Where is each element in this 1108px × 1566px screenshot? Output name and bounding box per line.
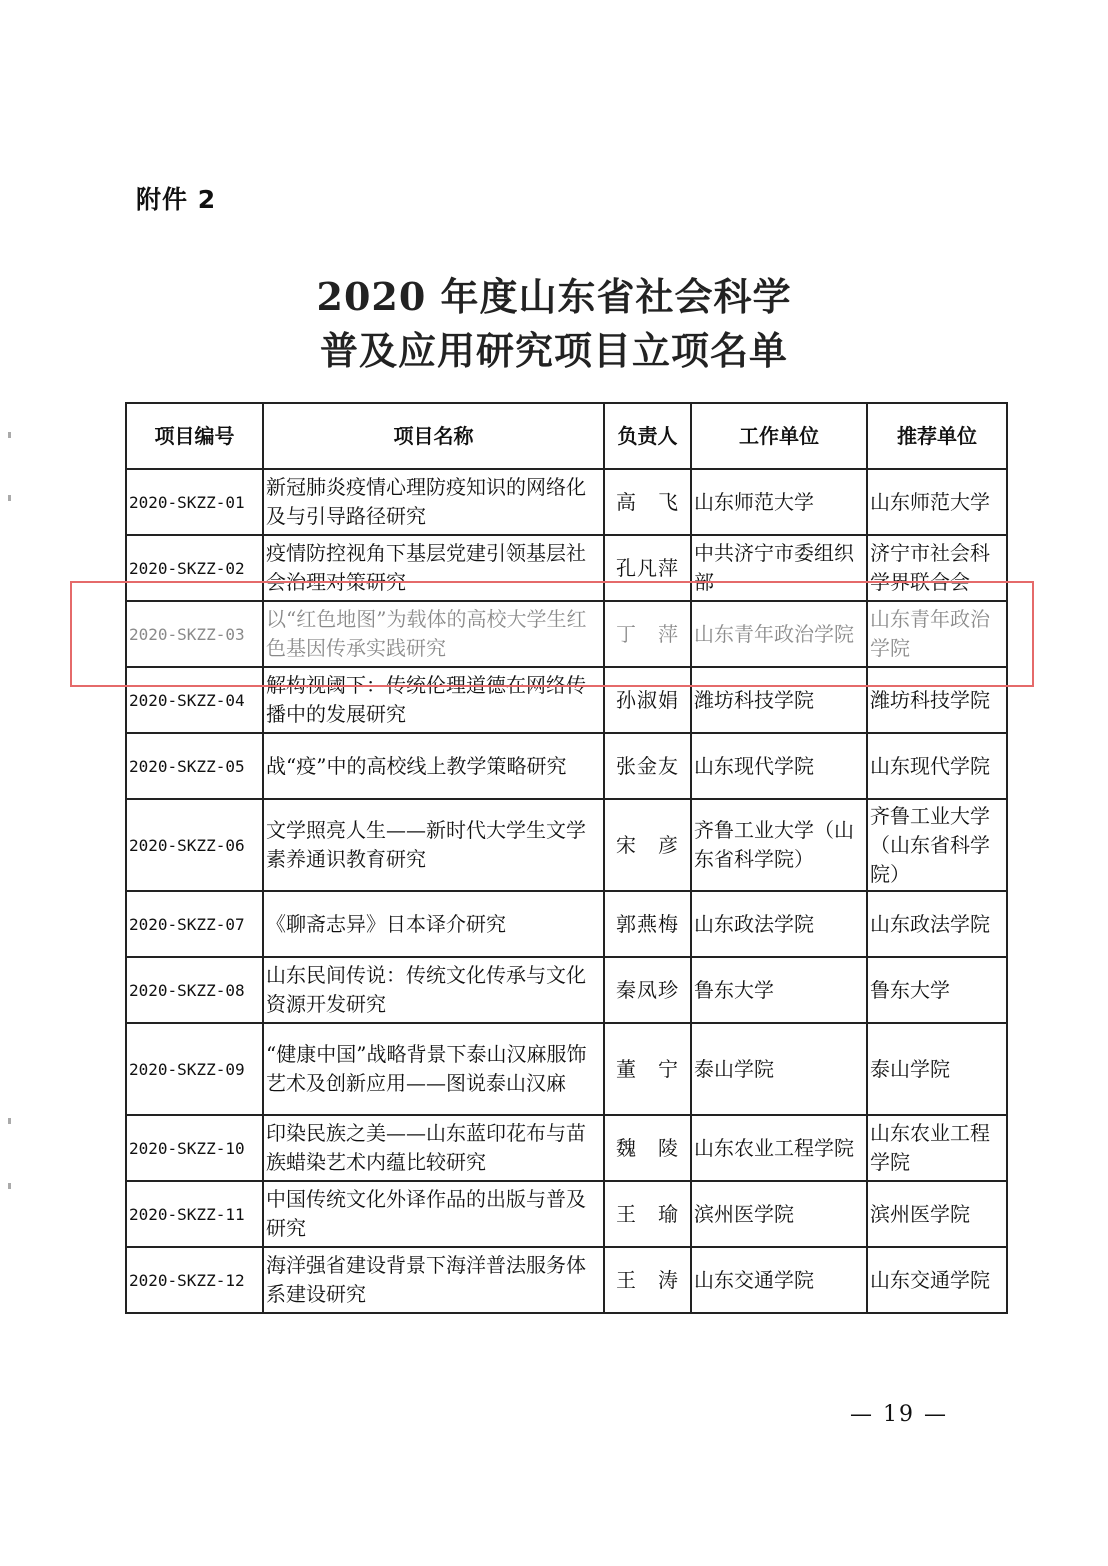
- cell-code: 2020-SKZZ-02: [126, 535, 263, 601]
- cell-code: 2020-SKZZ-07: [126, 891, 263, 957]
- cell-recommend-unit: 齐鲁工业大学（山东省科学院）: [867, 799, 1007, 891]
- cell-leader: 丁 萍: [604, 601, 691, 667]
- cell-code: 2020-SKZZ-11: [126, 1181, 263, 1247]
- cell-name: 印染民族之美——山东蓝印花布与苗族蜡染艺术内蕴比较研究: [263, 1115, 604, 1181]
- cell-code: 2020-SKZZ-06: [126, 799, 263, 891]
- cell-recommend-unit: 滨州医学院: [867, 1181, 1007, 1247]
- cell-work-unit: 鲁东大学: [691, 957, 867, 1023]
- cell-name: “健康中国”战略背景下泰山汉麻服饰艺术及创新应用——图说泰山汉麻: [263, 1023, 604, 1115]
- cell-leader: 孙淑娟: [604, 667, 691, 733]
- table-row: [126, 1115, 1007, 1181]
- cell-code: 2020-SKZZ-12: [126, 1247, 263, 1313]
- attachment-label: 附件 2: [136, 185, 217, 214]
- table-row: [126, 891, 1007, 957]
- cell-recommend-unit: 山东农业工程学院: [867, 1115, 1007, 1181]
- scan-speck: [8, 1183, 11, 1189]
- table-row: [126, 957, 1007, 1023]
- table-row: [126, 1023, 1007, 1115]
- cell-leader: 董 宁: [604, 1023, 691, 1115]
- cell-work-unit: 山东青年政治学院: [691, 601, 867, 667]
- project-list-table: [125, 402, 1008, 1314]
- cell-leader: 王 涛: [604, 1247, 691, 1313]
- cell-recommend-unit: 泰山学院: [867, 1023, 1007, 1115]
- cell-work-unit: 齐鲁工业大学（山东省科学院）: [691, 799, 867, 891]
- cell-recommend-unit: 山东交通学院: [867, 1247, 1007, 1313]
- cell-work-unit: 山东师范大学: [691, 469, 867, 535]
- cell-work-unit: 山东政法学院: [691, 891, 867, 957]
- page-title-line2: 普及应用研究项目立项名单: [319, 328, 788, 373]
- cell-code: 2020-SKZZ-04: [126, 667, 263, 733]
- cell-work-unit: 潍坊科技学院: [691, 667, 867, 733]
- cell-work-unit: 山东交通学院: [691, 1247, 867, 1313]
- cell-recommend-unit: 山东政法学院: [867, 891, 1007, 957]
- cell-work-unit: 中共济宁市委组织部: [691, 535, 867, 601]
- cell-work-unit: 泰山学院: [691, 1023, 867, 1115]
- scan-speck: [8, 495, 11, 501]
- cell-code: 2020-SKZZ-09: [126, 1023, 263, 1115]
- cell-leader: 郭燕梅: [604, 891, 691, 957]
- header-name: 项目名称: [263, 403, 604, 469]
- cell-name: 中国传统文化外译作品的出版与普及研究: [263, 1181, 604, 1247]
- table-row: [126, 799, 1007, 891]
- cell-name: 海洋强省建设背景下海洋普法服务体系建设研究: [263, 1247, 604, 1313]
- red-highlight-box: [70, 581, 1034, 687]
- cell-leader: 高 飞: [604, 469, 691, 535]
- page-title-line1: 2020 年度山东省社会科学: [316, 274, 792, 319]
- cell-recommend-unit: 济宁市社会科学界联合会: [867, 535, 1007, 601]
- header-leader: 负责人: [604, 403, 691, 469]
- cell-code: 2020-SKZZ-01: [126, 469, 263, 535]
- header-work-unit: 工作单位: [691, 403, 867, 469]
- cell-code: 2020-SKZZ-10: [126, 1115, 263, 1181]
- table-row: [126, 1181, 1007, 1247]
- cell-recommend-unit: 鲁东大学: [867, 957, 1007, 1023]
- scan-speck: [8, 1118, 11, 1124]
- cell-name: 《聊斋志异》日本译介研究: [263, 891, 604, 957]
- cell-leader: 宋 彦: [604, 799, 691, 891]
- cell-name: 解构视阈下：传统伦理道德在网络传播中的发展研究: [263, 667, 604, 733]
- cell-recommend-unit: 潍坊科技学院: [867, 667, 1007, 733]
- cell-leader: 孔凡萍: [604, 535, 691, 601]
- cell-name: 新冠肺炎疫情心理防疫知识的网络化及与引导路径研究: [263, 469, 604, 535]
- table-row: [126, 469, 1007, 535]
- header-recommend-unit: 推荐单位: [867, 403, 1007, 469]
- page-number: — 19 —: [850, 1402, 948, 1427]
- cell-code: 2020-SKZZ-03: [126, 601, 263, 667]
- table-row: [126, 1247, 1007, 1313]
- cell-leader: 张金友: [604, 733, 691, 799]
- cell-code: 2020-SKZZ-08: [126, 957, 263, 1023]
- header-code: 项目编号: [126, 403, 263, 469]
- table-row: [126, 733, 1007, 799]
- cell-name: 山东民间传说：传统文化传承与文化资源开发研究: [263, 957, 604, 1023]
- cell-work-unit: 山东农业工程学院: [691, 1115, 867, 1181]
- cell-name: 战“疫”中的高校线上教学策略研究: [263, 733, 604, 799]
- cell-work-unit: 山东现代学院: [691, 733, 867, 799]
- cell-leader: 魏 陵: [604, 1115, 691, 1181]
- cell-recommend-unit: 山东现代学院: [867, 733, 1007, 799]
- cell-leader: 秦凤珍: [604, 957, 691, 1023]
- cell-name: 以“红色地图”为载体的高校大学生红色基因传承实践研究: [263, 601, 604, 667]
- scan-speck: [8, 432, 11, 438]
- cell-work-unit: 滨州医学院: [691, 1181, 867, 1247]
- cell-code: 2020-SKZZ-05: [126, 733, 263, 799]
- cell-name: 疫情防控视角下基层党建引领基层社会治理对策研究: [263, 535, 604, 601]
- cell-recommend-unit: 山东青年政治学院: [867, 601, 1007, 667]
- cell-leader: 王 瑜: [604, 1181, 691, 1247]
- cell-name: 文学照亮人生——新时代大学生文学素养通识教育研究: [263, 799, 604, 891]
- cell-recommend-unit: 山东师范大学: [867, 469, 1007, 535]
- table-header-row: [126, 403, 1007, 469]
